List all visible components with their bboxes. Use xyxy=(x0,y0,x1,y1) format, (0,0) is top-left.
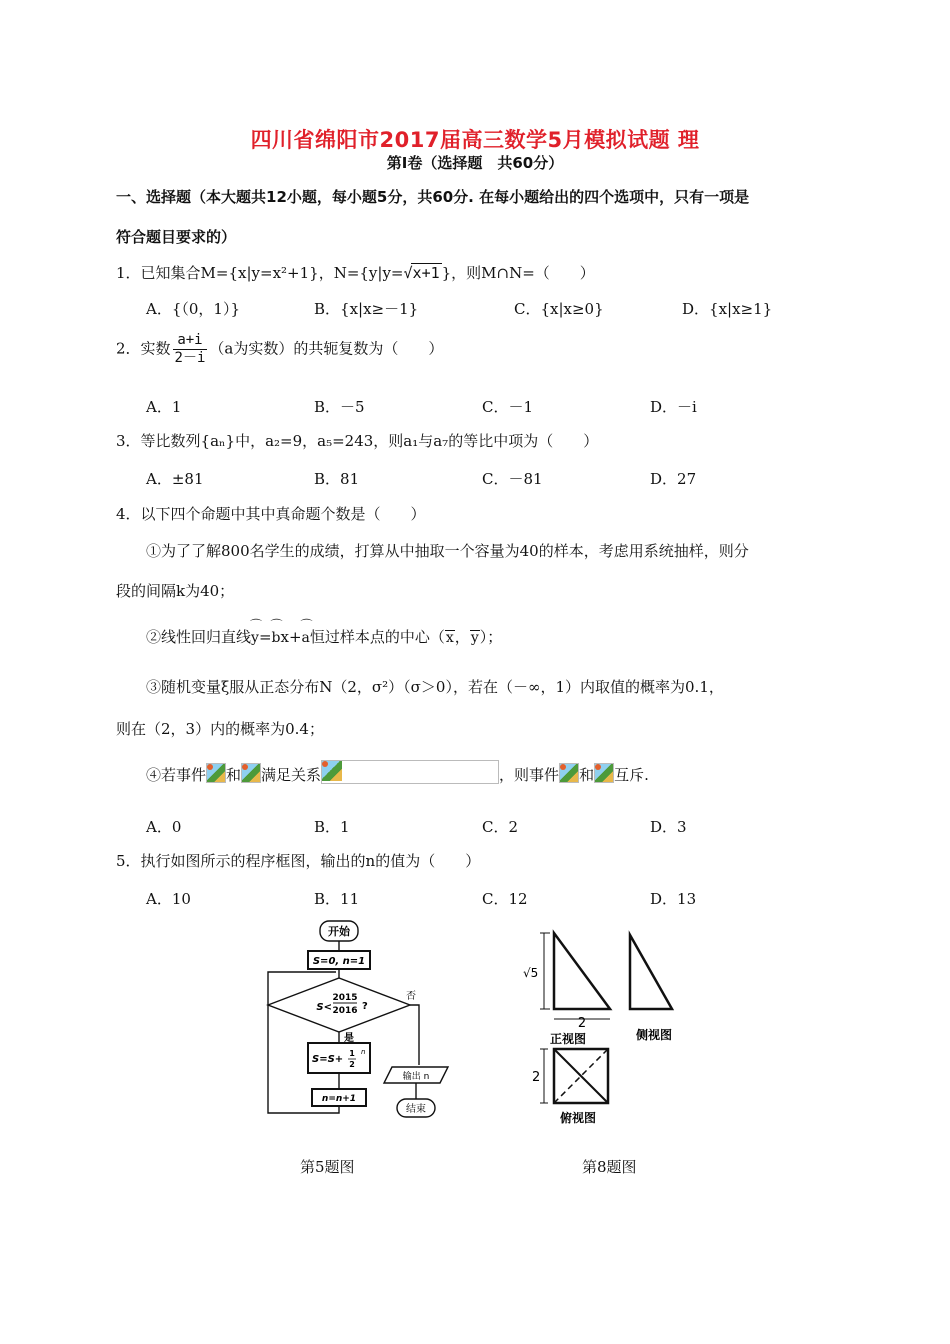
q4-option-a: A．0 xyxy=(146,818,182,836)
q2-option-c: C．－1 xyxy=(482,398,534,416)
flow-update-pre: S=S+ xyxy=(312,1054,344,1065)
q1-option-c: C．{x|x≥0} xyxy=(514,300,604,318)
q2-fraction-num: a+i xyxy=(173,332,208,350)
front-width-label: 2 xyxy=(577,1016,587,1031)
q4-s4-and2: 和 xyxy=(579,766,595,784)
q5-option-c: C．12 xyxy=(482,890,528,908)
top-height-label: 2 xyxy=(532,1070,541,1085)
q1-option-b: B．{x|x≥－1} xyxy=(314,300,419,318)
q4-s2-eq: = xyxy=(258,628,272,646)
q4-s2-comma: ， xyxy=(454,628,470,646)
q4-s2-post: ）； xyxy=(479,628,503,646)
a-hat: ⌒ a xyxy=(302,630,310,646)
q5-option-a: A．10 xyxy=(146,890,191,908)
q4-s2-x: x+ xyxy=(280,628,302,646)
q4-statement-3-line2: 则在（2，3）内的概率为0.4； xyxy=(116,720,324,738)
flow-start-label: 开始 xyxy=(328,925,350,938)
q1-stem-post: }，则M∩N=（ ） xyxy=(441,264,595,282)
flow-update-num: 1 xyxy=(349,1049,355,1058)
q2-option-b: B．－5 xyxy=(314,398,365,416)
q3-option-a: A．±81 xyxy=(146,470,204,488)
flow-output-label: 输出 n xyxy=(402,1072,430,1082)
broken-image-icon xyxy=(206,763,226,783)
question-5: 5．执行如图所示的程序框图，输出的n的值为（ ） xyxy=(116,852,481,870)
q5-option-b: B．11 xyxy=(314,890,360,908)
q2-fraction xyxy=(173,332,208,367)
page-title: 四川省绵阳市2017届高三数学5月模拟试题 理 xyxy=(250,128,700,152)
q4-statement-1-line1: ①为了了解800名学生的成绩，打算从中抽取一个容量为40的样本，考虑用系统抽样，则分 xyxy=(146,542,749,560)
q4-statement-3-line1: ③随机变量ξ服从正态分布N（2，σ²）（σ＞0），若在（－∞，1）内取值的概率为0.1， xyxy=(146,678,724,696)
flowchart-figure xyxy=(262,915,452,1125)
front-view-label: 正视图 xyxy=(549,1032,587,1046)
q1-stem-pre: 1．已知集合M={x|y=x²+1}，N={y|y= xyxy=(116,264,404,282)
sqrt-symbol: √ xyxy=(403,264,413,282)
q5-option-d: D．13 xyxy=(650,890,697,908)
q4-option-d: D．3 xyxy=(650,818,687,836)
top-view-label: 俯视图 xyxy=(559,1111,597,1125)
flow-init-label: S=0, n=1 xyxy=(312,956,366,967)
broken-image-placeholder xyxy=(321,760,499,784)
sqrt5-label: √5 xyxy=(523,966,539,980)
flow-cond-pre: S< xyxy=(316,1002,332,1013)
flow-no-label: 否 xyxy=(406,991,416,1002)
front-view-triangle xyxy=(554,933,610,1009)
flow-yes-label: 是 xyxy=(344,1033,354,1044)
figure-8-caption: 第8题图 xyxy=(582,1158,637,1176)
q2-stem-pre: 2．实数 xyxy=(116,339,171,358)
q4-s4-then: ，则事件 xyxy=(499,766,560,784)
broken-image-icon xyxy=(241,763,261,783)
q2-option-a: A．1 xyxy=(146,398,182,416)
q4-s2-pre: ②线性回归直线 xyxy=(146,628,252,646)
flow-decision-diamond xyxy=(268,978,410,1032)
q1-sqrt-radicand: x+1 xyxy=(412,264,440,282)
x-bar: x xyxy=(445,630,454,646)
question-2 xyxy=(116,332,443,367)
b-hat: ⌒ b xyxy=(272,630,281,646)
three-views-figure xyxy=(520,925,690,1130)
flow-update-den: 2 xyxy=(349,1060,355,1069)
side-view-triangle xyxy=(630,935,672,1009)
q4-option-c: C．2 xyxy=(482,818,519,836)
q4-s2-mid: 恒过样本点的中心（ xyxy=(309,628,445,646)
q4-s4-pre: ④若事件 xyxy=(146,766,207,784)
q2-fraction-den: 2－i xyxy=(174,350,206,366)
section-subtitle: 第Ⅰ卷（选择题 共60分） xyxy=(386,154,564,172)
question-4: 4．以下四个命题中其中真命题个数是（ ） xyxy=(116,505,426,523)
q3-option-b: B．81 xyxy=(314,470,360,488)
q4-s4-mid: 满足关系 xyxy=(261,766,322,784)
section-heading-line1: 一、选择题（本大题共12小题，每小题5分，共60分. 在每小题给出的四个选项中，只有一项是 xyxy=(116,188,750,206)
section-heading-line2: 符合题目要求的） xyxy=(116,228,237,246)
flow-incr-label: n=n+1 xyxy=(321,1094,357,1104)
question-3: 3．等比数列{aₙ}中，a₂=9，a₅=243，则a₁与a₇的等比中项为（ ） xyxy=(116,432,599,450)
q4-s4-and1: 和 xyxy=(226,766,242,784)
y-bar: y xyxy=(470,630,479,646)
y-hat: ⌒ y xyxy=(251,630,259,646)
flow-cond-q: ? xyxy=(362,1001,368,1012)
question-1 xyxy=(116,262,595,283)
broken-image-icon xyxy=(559,763,579,783)
flow-cond-den: 2016 xyxy=(332,1006,358,1016)
q4-statement-2 xyxy=(146,626,502,647)
flow-end-label: 结束 xyxy=(406,1104,426,1115)
flow-update-exp: n xyxy=(361,1048,366,1056)
broken-image-icon xyxy=(322,761,342,781)
flow-cond-num: 2015 xyxy=(332,993,358,1003)
q3-option-d: D．27 xyxy=(650,470,697,488)
q4-s4-post: 互斥. xyxy=(614,766,649,784)
broken-image-icon xyxy=(594,763,614,783)
q3-option-c: C．－81 xyxy=(482,470,543,488)
q1-option-d: D．{x|x≥1} xyxy=(682,300,773,318)
q4-option-b: B．1 xyxy=(314,818,350,836)
q2-stem-post: （a为实数）的共轭复数为（ ） xyxy=(209,339,444,358)
q4-statement-4 xyxy=(146,760,649,785)
q1-option-a: A．{（0，1）} xyxy=(146,300,241,318)
figure-5-caption: 第5题图 xyxy=(300,1158,355,1176)
q4-statement-1-line2: 段的间隔k为40； xyxy=(116,582,235,600)
side-view-label: 侧视图 xyxy=(635,1028,673,1042)
q2-option-d: D．－i xyxy=(650,398,697,416)
